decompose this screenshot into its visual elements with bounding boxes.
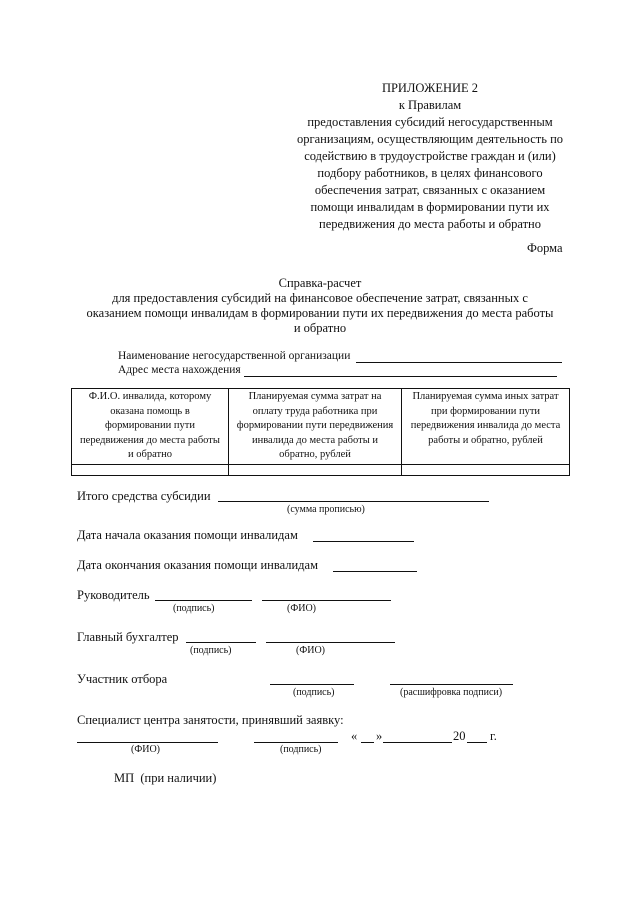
form-label: Форма xyxy=(527,241,563,255)
date-quote-open: « xyxy=(351,729,358,743)
end-date-field[interactable] xyxy=(333,571,417,572)
appendix-line: предоставления субсидий негосударственным xyxy=(307,115,553,129)
table-header-labor-cost: Планируемая сумма затрат на оплату труда работника при формировании пути передвижения инвалида до места работы и обратно, рублей xyxy=(229,389,402,465)
participant-sign-field[interactable] xyxy=(270,684,354,685)
specialist-sign-hint: (подпись) xyxy=(280,744,322,755)
participant-sign-hint: (подпись) xyxy=(293,687,335,698)
specialist-name-hint: (ФИО) xyxy=(131,744,161,755)
date-year-prefix: 20 xyxy=(453,729,466,743)
appendix-line: к Правилам xyxy=(398,98,462,112)
org-address-label: Адрес места нахождения xyxy=(118,364,241,376)
date-month-field[interactable] xyxy=(383,742,452,743)
date-quote-close: » xyxy=(376,729,383,743)
table-cell[interactable] xyxy=(402,464,570,475)
start-date-label: Дата начала оказания помощи инвалидам xyxy=(77,528,298,542)
participant-label: Участник отбора xyxy=(77,672,168,686)
doc-subtitle-line: и обратно xyxy=(293,321,347,335)
accountant-name-field[interactable] xyxy=(266,642,395,643)
accountant-name-hint: (ФИО) xyxy=(296,645,326,656)
head-label: Руководитель xyxy=(77,588,150,602)
head-sign-hint: (подпись) xyxy=(173,603,215,614)
table-cell[interactable] xyxy=(229,464,402,475)
doc-title-block xyxy=(70,276,570,336)
table-header-fio: Ф.И.О. инвалида, которому оказана помощь в формировании пути передвижения до места работы и обратно xyxy=(72,389,229,465)
head-sign-field[interactable] xyxy=(155,600,252,601)
total-hint: (сумма прописью) xyxy=(287,504,365,515)
stamp-label: МП (при наличии) xyxy=(114,771,217,785)
cost-table xyxy=(71,388,570,476)
total-field[interactable] xyxy=(218,501,489,502)
doc-subtitle-line: для предоставления субсидий на финансовое обеспечение затрат, связанных с xyxy=(112,291,528,305)
accountant-sign-hint: (подпись) xyxy=(190,645,232,656)
table-header-other-cost: Планируемая сумма иных затрат при формировании пути передвижения инвалида до места работы и обратно, рублей xyxy=(402,389,570,465)
appendix-line: подбору работников, в целях финансового xyxy=(317,166,543,180)
participant-decode-field[interactable] xyxy=(390,684,513,685)
end-date-label: Дата окончания оказания помощи инвалидам xyxy=(77,558,318,572)
org-name-label: Наименование негосударственной организации xyxy=(118,350,351,362)
org-name-field[interactable] xyxy=(356,362,562,363)
date-year-suffix: г. xyxy=(490,729,497,743)
date-year-field[interactable] xyxy=(467,742,487,743)
participant-decode-hint: (расшифровка подписи) xyxy=(400,687,503,698)
doc-title: Справка-расчет xyxy=(278,276,362,290)
appendix-title: ПРИЛОЖЕНИЕ 2 xyxy=(381,81,479,95)
appendix-line: передвижения до места работы и обратно xyxy=(319,217,541,231)
appendix-line: организациям, осуществляющим деятельность по xyxy=(296,132,564,146)
appendix-line: обеспечения затрат, связанных с оказанием xyxy=(314,183,546,197)
org-address-field[interactable] xyxy=(244,376,557,377)
head-name-hint: (ФИО) xyxy=(287,603,317,614)
table-cell[interactable] xyxy=(72,464,229,475)
appendix-line: содействию в трудоустройстве граждан и (или) xyxy=(304,149,556,163)
appendix-line: помощи инвалидам в формировании пути их xyxy=(310,200,550,214)
specialist-label: Специалист центра занятости, принявший заявку: xyxy=(77,713,344,727)
specialist-name-field[interactable] xyxy=(77,742,218,743)
date-day-field[interactable] xyxy=(361,742,374,743)
appendix-block xyxy=(290,80,570,233)
accountant-label: Главный бухгалтер xyxy=(77,630,179,644)
head-name-field[interactable] xyxy=(262,600,391,601)
accountant-sign-field[interactable] xyxy=(186,642,256,643)
doc-subtitle-line: оказанием помощи инвалидам в формировании пути их передвижения до места работы xyxy=(86,306,554,320)
start-date-field[interactable] xyxy=(313,541,414,542)
specialist-sign-field[interactable] xyxy=(254,742,338,743)
total-label: Итого средства субсидии xyxy=(77,489,211,503)
